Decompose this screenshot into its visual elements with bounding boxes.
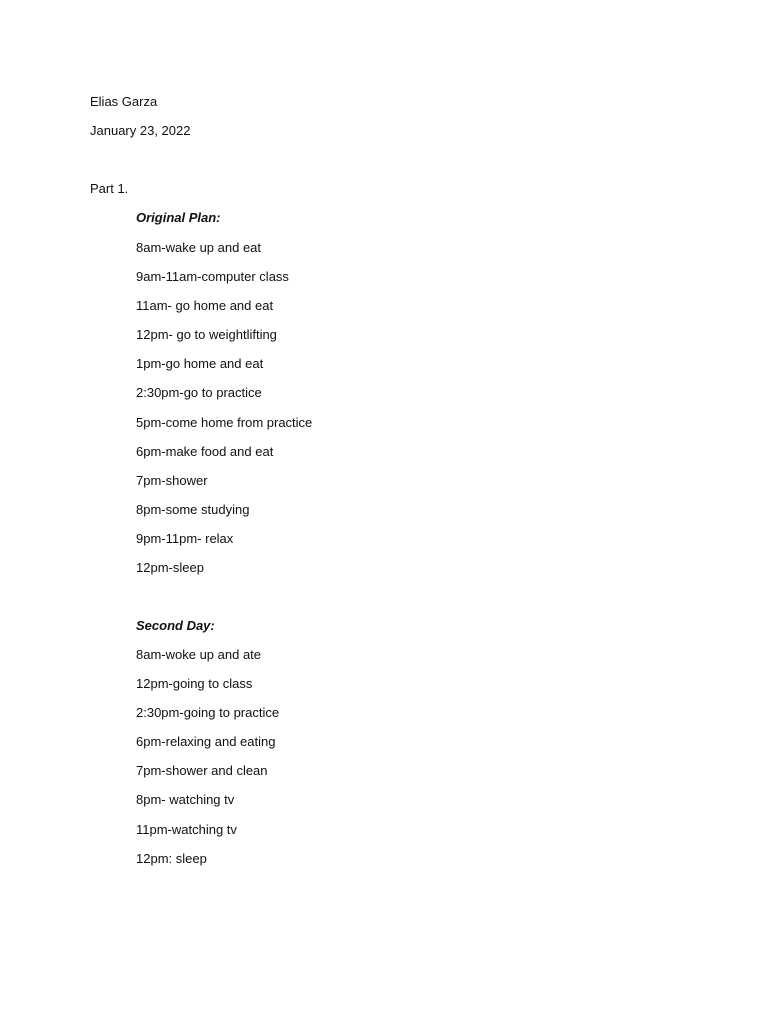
- list-item: 9pm-11pm- relax: [136, 530, 234, 546]
- document-date: January 23, 2022: [90, 123, 191, 138]
- list-item: 12pm- go to weightlifting: [136, 327, 277, 343]
- list-item: 6pm-make food and eat: [136, 443, 274, 459]
- list-item: 8pm-some studying: [136, 501, 250, 517]
- list-item: 11am- go home and eat: [136, 298, 274, 314]
- list-item: 12pm: sleep: [136, 850, 207, 866]
- list-item: 5pm-come home from practice: [136, 414, 313, 430]
- list-item: 2:30pm-going to practice: [136, 705, 280, 721]
- list-item: 11pm-watching tv: [136, 821, 237, 837]
- list-item: 7pm-shower and clean: [136, 763, 268, 779]
- list-item: 2:30pm-go to practice: [136, 385, 262, 401]
- original-plan-list: [136, 240, 312, 589]
- list-item: 1pm-go home and eat: [136, 356, 264, 372]
- part-label: Part 1.: [90, 181, 129, 196]
- list-item: 6pm-relaxing and eating: [136, 734, 276, 750]
- list-item: 12pm-sleep: [136, 560, 204, 576]
- list-item: 8am-woke up and ate: [136, 647, 262, 662]
- list-item: 8pm- watching tv: [136, 792, 235, 808]
- list-item: 9am-11am-computer class: [136, 269, 289, 285]
- second-day-heading: Second Day:: [136, 618, 215, 633]
- author-name: Elias Garza: [90, 94, 158, 109]
- list-item: 8am-wake up and eat: [136, 240, 262, 255]
- second-day-list: [136, 647, 279, 880]
- list-item: 12pm-going to class: [136, 676, 253, 692]
- original-plan-heading: Original Plan:: [136, 210, 221, 225]
- list-item: 7pm-shower: [136, 472, 208, 488]
